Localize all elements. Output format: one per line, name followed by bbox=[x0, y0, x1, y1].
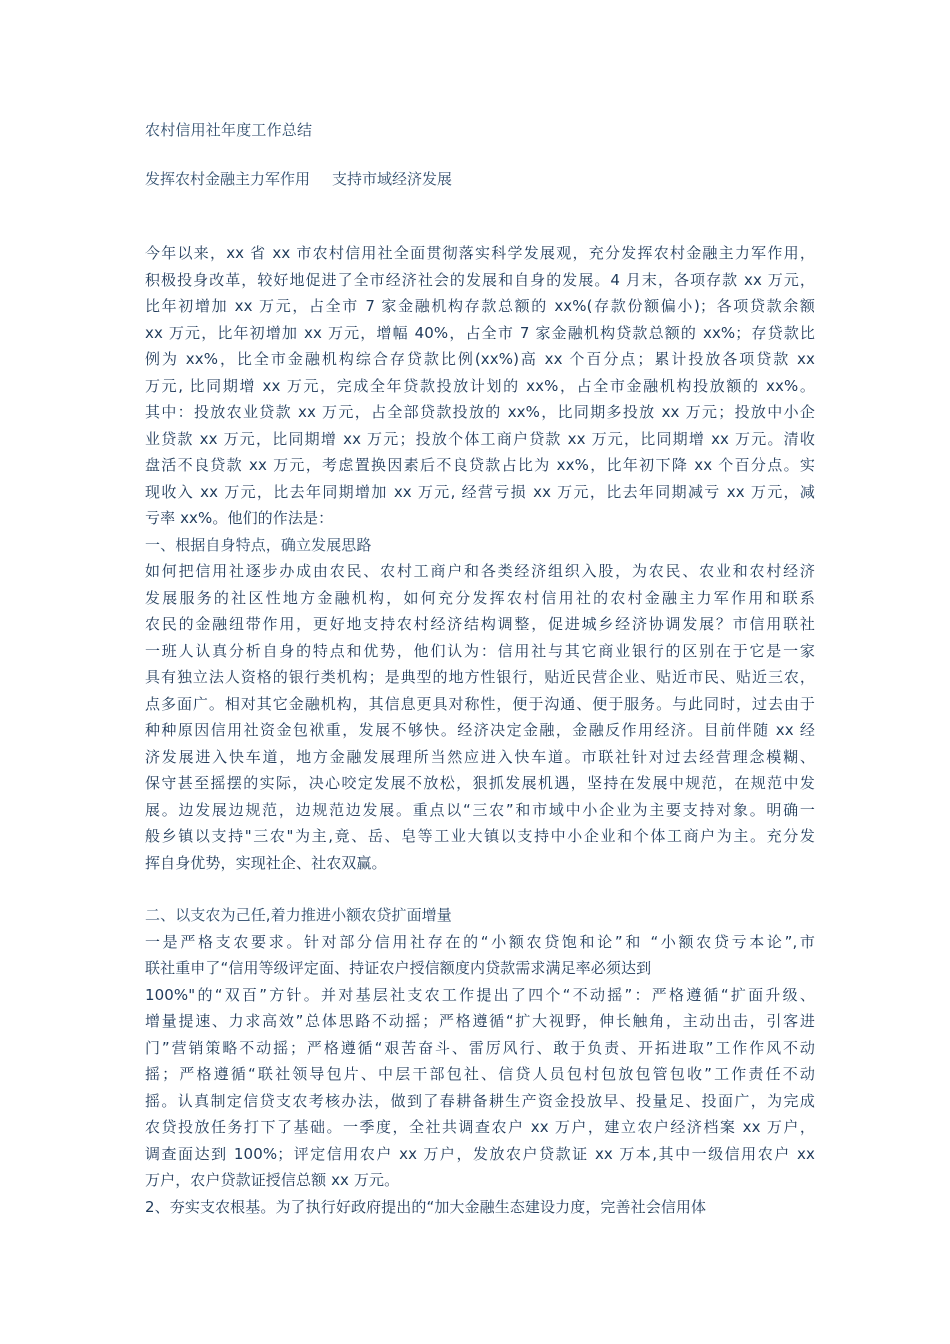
section1-line: 具有独立法人资格的银行类机构；是典型的地方性银行，贴近民营企业、贴近市民、贴近三农， bbox=[145, 668, 815, 686]
intro-line: 现收入 xx 万元，比去年同期增加 xx 万元, 经营亏损 xx 万元，比去年同期减亏 xx 万元，减 bbox=[145, 482, 815, 501]
intro-line: 比年初增加 xx 万元，占全市 7 家金融机构存款总额的 xx%(存款份额偏小)；各项贷款余额 bbox=[145, 297, 815, 315]
section1-line: 点多面广。相对其它金融机构，其信息更具对称性，便于沟通、便于服务。与此同时，过去由于 bbox=[145, 694, 815, 713]
section2-heading: 二、以支农为己任,着力推进小额农贷扩面增量 bbox=[145, 906, 452, 924]
section2-line: 调查面达到 100%；评定信用农户 xx 万户，发放农户贷款证 xx 万本,其中一级信用农户 xx bbox=[145, 1144, 815, 1163]
intro-line: 积极投身改革，较好地促进了全市经济社会的发展和自身的发展。4 月末，各项存款 xx 万元， bbox=[145, 270, 815, 289]
section1-line: 济发展进入快车道，地方金融发展理所当然应进入快车道。市联社针对过去经营理念模糊、 bbox=[145, 747, 815, 766]
section2-line: 万户，农户贷款证授信总额 xx 万元。 bbox=[145, 1171, 400, 1189]
subtitle-right: 支持市域经济发展 bbox=[332, 170, 453, 188]
section1-line: 农民的金融纽带作用，更好地支持农村经济结构调整，促进城乡经济协调发展？市信用联社 bbox=[145, 615, 815, 633]
section1-line: 保守甚至摇摆的实际，决心咬定发展不放松，狠抓发展机遇，坚持在发展中规范，在规范中发 bbox=[145, 774, 815, 792]
section1-line: 发展服务的社区性地方金融机构，如何充分发挥农村信用社的农村金融主力军作用和联系 bbox=[145, 588, 815, 607]
intro-line: 亏率 xx%。他们的作法是： bbox=[145, 509, 334, 527]
section2-line: 农贷投放任务打下了基础。一季度，全社共调查农户 xx 万户，建立农户经济档案 xx 万户， bbox=[145, 1118, 815, 1136]
section2-line: 100%"的“双百”方针。并对基层社支农工作提出了四个“不动摇”：严格遵循“扩面升级、 bbox=[145, 985, 815, 1004]
section1-line: 般乡镇以支持"三农"为主,竟、岳、皂等工业大镇以支持中小企业和个体工商户为主。充分发 bbox=[145, 827, 815, 845]
section1-line: 种种原因信用社资金包袱重，发展不够快。经济决定金融，金融反作用经济。目前伴随 xx 经 bbox=[145, 721, 815, 739]
section1-line: 一班人认真分析自身的特点和优势，他们认为：信用社与其它商业银行的区别在于它是一家 bbox=[145, 641, 815, 660]
section2-line: 摇。认真制定信贷支农考核办法，做到了春耕备耕生产资金投放早、投量足、投面广，为完成 bbox=[145, 1091, 815, 1110]
section2-line: 门”营销策略不动摇；严格遵循“艰苦奋斗、雷厉风行、敢于负责、开拓进取”工作作风不动 bbox=[145, 1038, 815, 1057]
section2-line: 增量提速、力求高效”总体思路不动摇；严格遵循“扩大视野，伸长触角，主动出击，引客进 bbox=[145, 1012, 815, 1030]
intro-line: xx 万元，比年初增加 xx 万元，增幅 40%，占全市 7 家金融机构贷款总额的 xx%；存贷款比 bbox=[145, 323, 815, 342]
document-body bbox=[145, 240, 815, 1220]
document-subtitle bbox=[145, 169, 452, 189]
section1-line: 挥自身优势，实现社企、社农双赢。 bbox=[145, 853, 387, 872]
intro-line: 万元, 比同期增 xx 万元，完成全年贷款投放计划的 xx%，占全市金融机构投放额的 xx%。 bbox=[145, 376, 815, 395]
intro-line: 今年以来，xx 省 xx 市农村信用社全面贯彻落实科学发展观，充分发挥农村金融主力军作用， bbox=[145, 244, 815, 262]
intro-line: 其中：投放农业贷款 xx 万元，占全部贷款投放的 xx%，比同期多投放 xx 万元；投放中小企 bbox=[145, 403, 815, 421]
section2-line: 摇；严格遵循“联社领导包片、中层干部包社、信贷人员包村包放包管包收”工作责任不动 bbox=[145, 1065, 815, 1083]
intro-line: 例为 xx%，比全市金融机构综合存贷款比例(xx%)高 xx 个百分点；累计投放各项贷款 xx bbox=[145, 350, 815, 368]
section2-line: 联社重申了“信用等级评定面、持证农户授信额度内贷款需求满足率必须达到 bbox=[145, 959, 652, 977]
section1-line: 如何把信用社逐步办成由农民、农村工商户和各类经济组织入股，为农民、农业和农村经济 bbox=[145, 562, 815, 580]
section2-line: 一是严格支农要求。针对部分信用社存在的“小额农贷饱和论”和 “小额农贷亏本论”,市 bbox=[145, 932, 815, 951]
section2-line: 2、夯实支农根基。为了执行好政府提出的“加大金融生态建设力度，完善社会信用体 bbox=[145, 1197, 707, 1216]
intro-line: 盘活不良贷款 xx 万元，考虑置换因素后不良贷款占比为 xx%，比年初下降 xx 个百分点。实 bbox=[145, 456, 815, 474]
section1-line: 展。边发展边规范，边规范边发展。重点以“三农”和市域中小企业为主要支持对象。明确一 bbox=[145, 800, 815, 819]
subtitle-left: 发挥农村金融主力军作用 bbox=[145, 170, 311, 188]
document-title: 农村信用社年度工作总结 bbox=[145, 121, 313, 139]
section1-heading: 一、根据自身特点，确立发展思路 bbox=[145, 535, 372, 554]
paragraph-spacer bbox=[145, 876, 815, 902]
intro-line: 业贷款 xx 万元，比同期增 xx 万元；投放个体工商户贷款 xx 万元，比同期增 xx 万元。清收 bbox=[145, 429, 815, 448]
